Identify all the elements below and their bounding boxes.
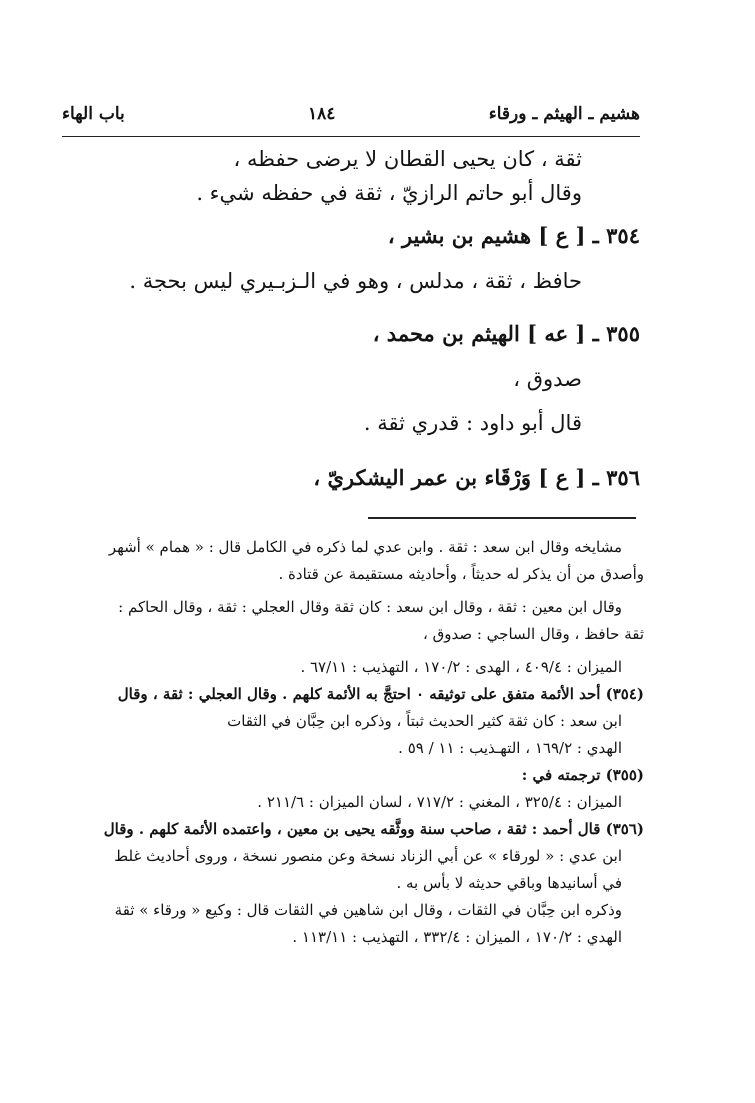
entry-heading-354 (62, 220, 640, 266)
running-header (62, 104, 640, 134)
header-chapter-title: باب الهاء (62, 104, 125, 124)
footnote-line: وأصدق من أن يذكر له حديثاً ، وأحاديثه مستقيمة عن قتادة . (278, 565, 644, 583)
footnote-line: (٣٥٦) قال أحمد : ثقة ، صاحب سنة ووثَّقه يحيى بن معين ، واعتمده الأئمة كلهم . وقال (103, 820, 644, 838)
footnote-line: مشايخه وقال ابن سعد : ثقة . وابن عدي لما ذكره في الكامل قال : « همام » أشهر (108, 538, 622, 556)
entry-number: ٣٥٥ (606, 321, 640, 346)
entry-355-line-1: صدوق ، (513, 367, 582, 391)
page-number: ١٨٤ (308, 104, 336, 124)
footnote-line: الميزان : ٤٠٩/٤ ، الهدى : ١٧٠/٢ ، التهذيب : ٦٧/١١ . (300, 658, 622, 676)
entry-355-line-2: قال أبو داود : قدري ثقة . (363, 411, 582, 435)
main-text (62, 144, 640, 508)
footnote-line: (٣٥٥) ترجمته في : (521, 766, 644, 784)
entry-heading-text: ـ [ ع ] وَرْقَاء بن عمر اليشكريّ ، (313, 465, 599, 490)
entry-number: ٣٥٦ (606, 465, 640, 490)
entry-number: ٣٥٤ (606, 223, 640, 248)
footnote-line: ثقة حافظ ، وقال الساجي : صدوق ، (422, 625, 644, 643)
footnotes (82, 534, 644, 951)
footnote-line: الهدي : ١٧٠/٢ ، الميزان : ٣٣٢/٤ ، التهذيب : ١١٣/١١ . (292, 928, 622, 946)
footnote-line: الميزان : ٣٢٥/٤ ، المغني : ٧١٧/٢ ، لسان الميزان : ٢١١/٦ . (257, 793, 622, 811)
footnote-line: ابن سعد : كان ثقة كثير الحديث ثبتاً ، وذكره ابن حِبَّان في الثقات (227, 712, 622, 730)
header-divider (62, 136, 640, 137)
entry-heading-355 (62, 318, 640, 364)
footnote-line: ابن عدي : « لورقاء » عن أبي الزناد نسخة وعن منصور نسخة ، وروى أحاديث غلط (114, 847, 622, 865)
footnote-line: (٣٥٤) أحد الأئمة متفق على توثيقه ٠ احتجَّ به الأئمة كلهم . وقال العجلي : ثقة ، وقال (117, 685, 644, 703)
entry-heading-356 (62, 462, 640, 508)
continuation-line-1: ثقة ، كان يحيى القطان لا يرضى حفظه ، (233, 147, 582, 171)
footnote-line: الهدي : ١٦٩/٢ ، التهـذيب : ١١ / ٥٩ . (398, 739, 622, 757)
footnote-line: في أسانيدها وباقي حديثه لا بأس به . (396, 874, 622, 892)
continuation-line-2: وقال أبو حاتم الرازيّ ، ثقة في حفظه شيء . (196, 181, 582, 205)
entry-heading-text: ـ [ عه ] الهيثم بن محمد ، (372, 321, 599, 346)
entry-354-line-1: حافظ ، ثقة ، مدلس ، وهو في الـزبـيري ليس بحجة . (129, 269, 582, 293)
footnote-line: وقال ابن معين : ثقة ، وقال ابن سعد : كان ثقة وقال العجلي : ثقة ، وقال الحاكم : (118, 598, 622, 616)
footnote-line: وذكره ابن حِبَّان في الثقات ، وقال ابن شاهين في الثقات قال : وكيع « ورقاء » ثقة (114, 901, 622, 919)
entry-heading-text: ـ [ ع ] هشيم بن بشير ، (387, 223, 599, 248)
header-entry-names: هشيم ـ الهيثم ـ ورقاء (488, 104, 640, 124)
footnote-divider (368, 517, 636, 519)
